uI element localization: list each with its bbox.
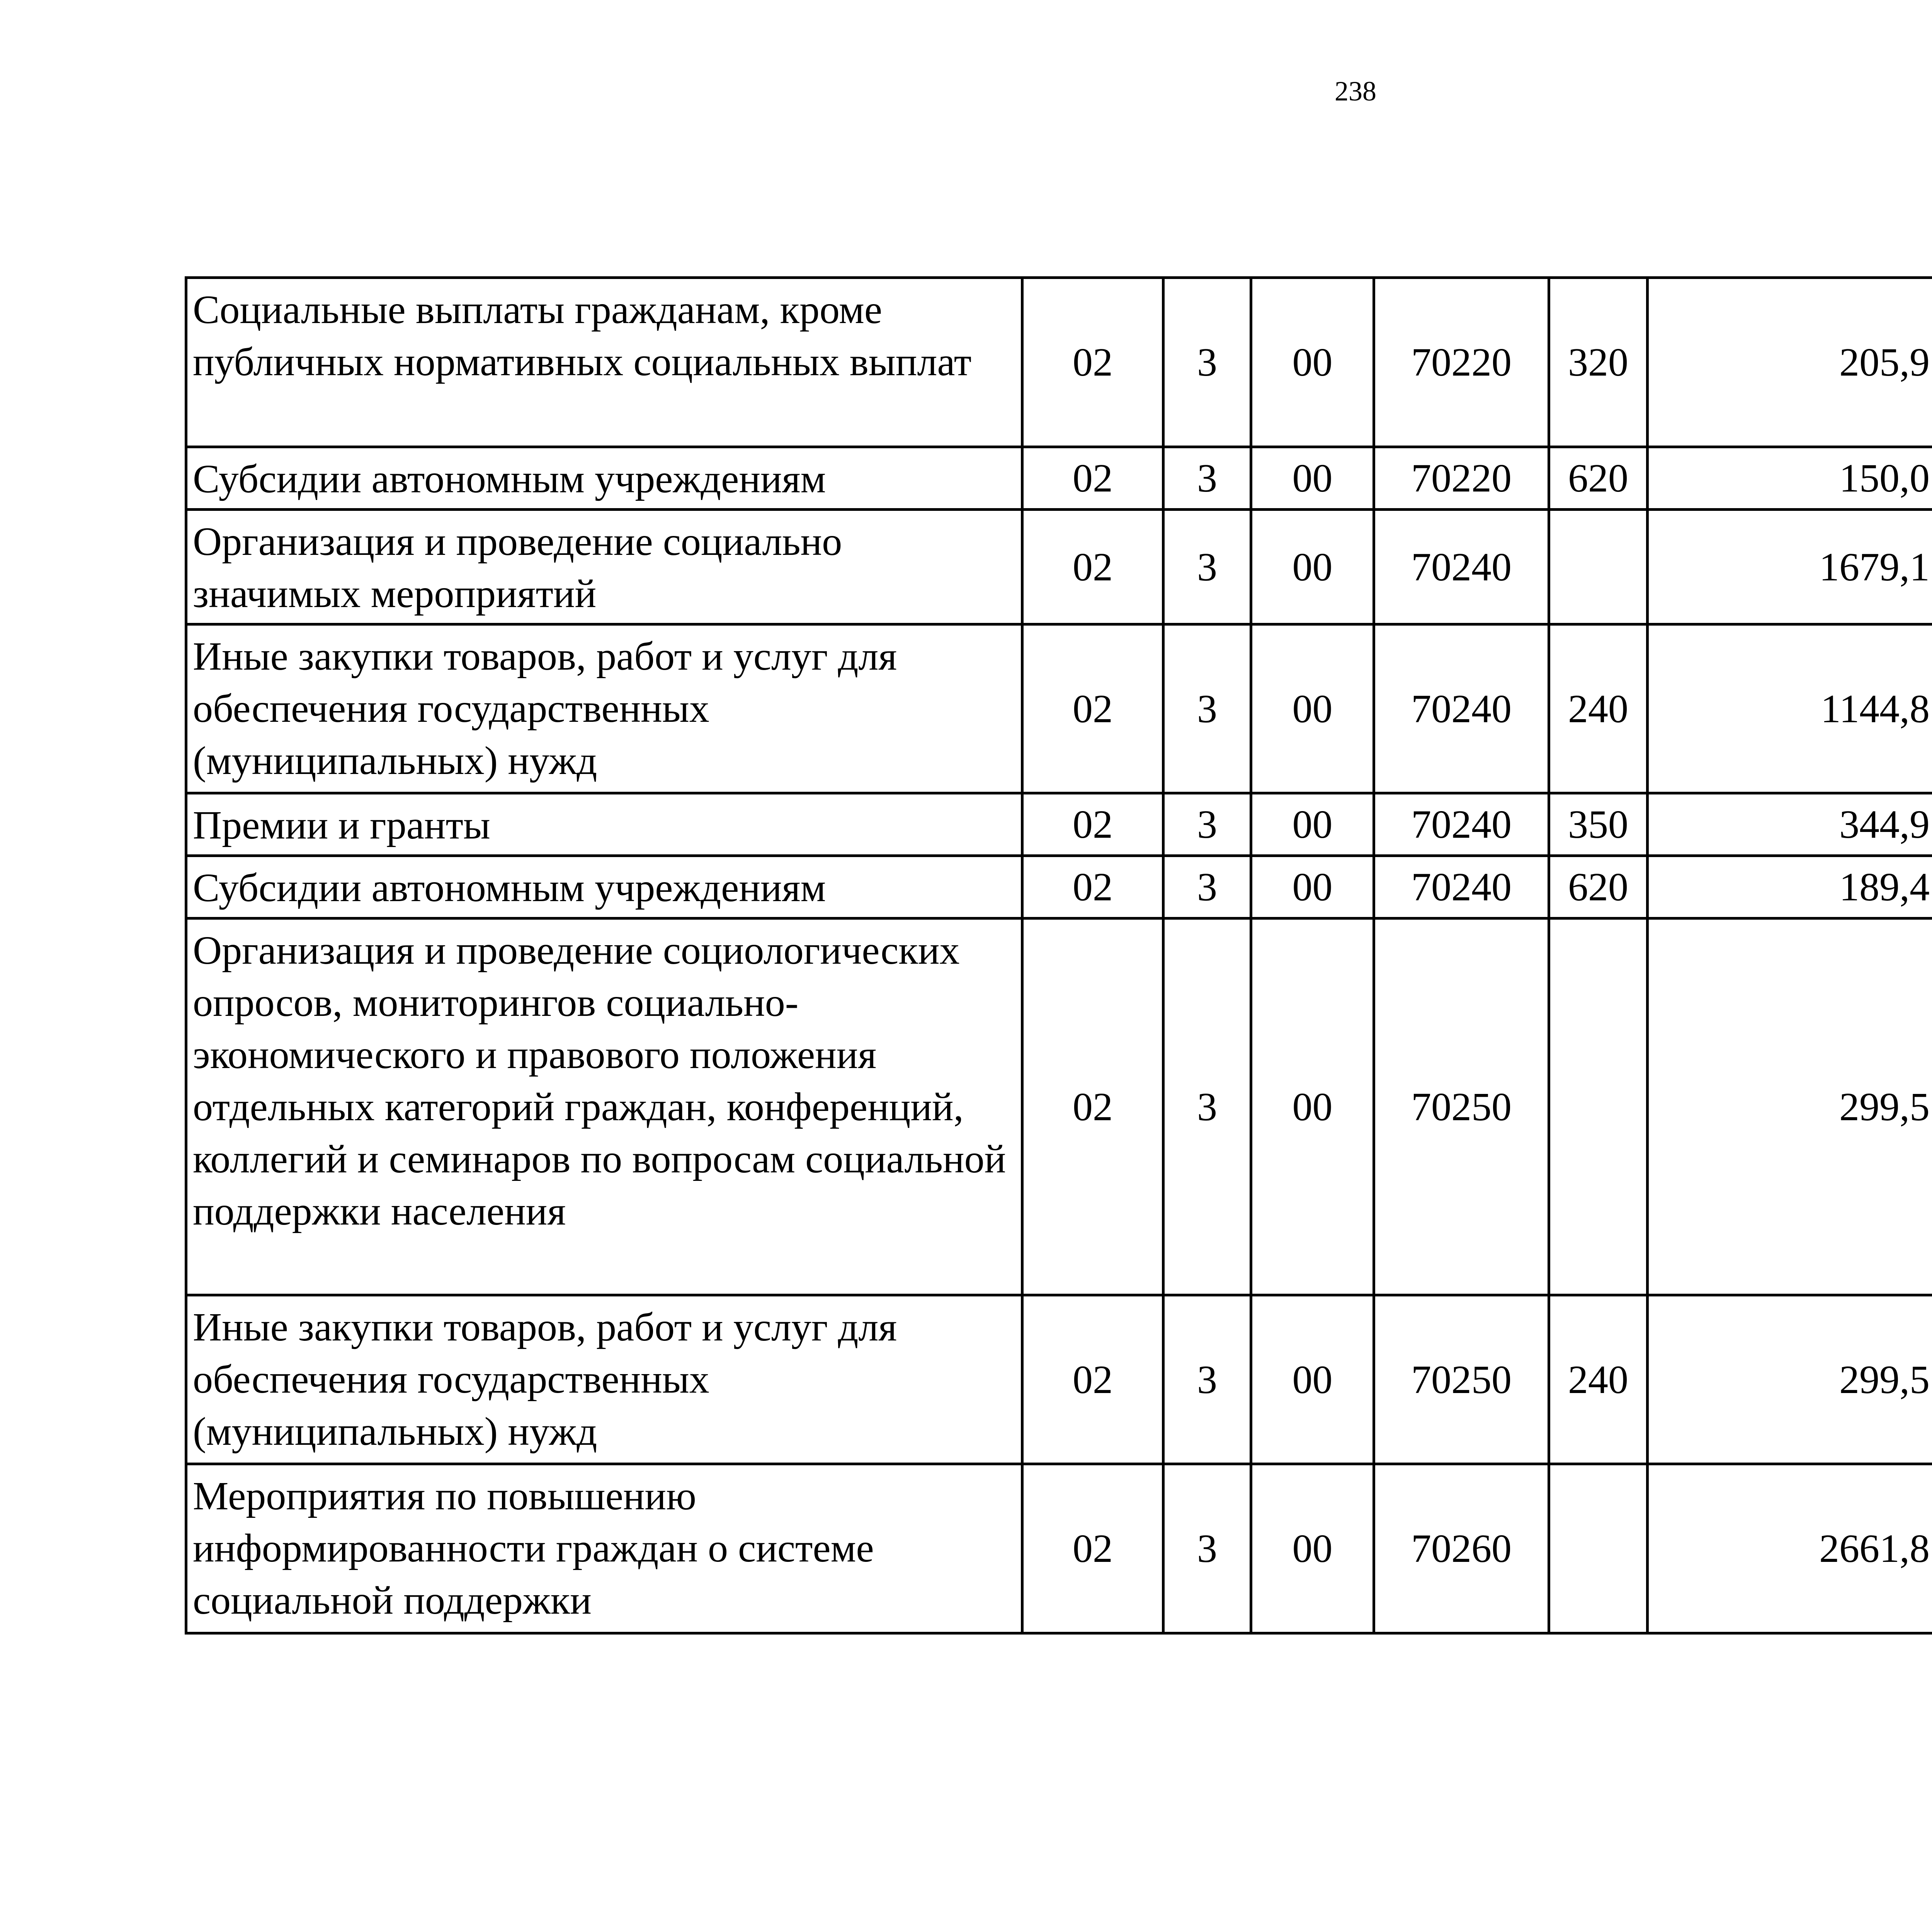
program-code-cell: 3	[1163, 1295, 1251, 1464]
program-code-cell: 3	[1163, 793, 1251, 856]
subprogram-code-cell: 00	[1251, 447, 1374, 510]
subprogram-code-cell: 00	[1251, 624, 1374, 793]
section-code-cell: 02	[1022, 1295, 1163, 1464]
section-code-cell: 02	[1022, 447, 1163, 510]
section-code-cell: 02	[1022, 919, 1163, 1295]
program-code-cell: 3	[1163, 278, 1251, 447]
expense-type-cell: 240	[1549, 1295, 1648, 1464]
row-name-cell: Социальные выплаты гражданам, кроме публичных нормативных социальных выплат	[186, 278, 1022, 447]
program-code-cell: 3	[1163, 510, 1251, 624]
expense-type-cell: 350	[1549, 793, 1648, 856]
table-row	[186, 1464, 1932, 1633]
subprogram-code-cell: 00	[1251, 278, 1374, 447]
amount-1-cell: 1144,8	[1648, 624, 1932, 793]
amount-1-cell: 344,9	[1648, 793, 1932, 856]
direction-code-cell: 70240	[1374, 510, 1549, 624]
direction-code-cell: 70250	[1374, 1295, 1549, 1464]
amount-1-cell: 189,4	[1648, 856, 1932, 919]
table-row	[186, 856, 1932, 919]
row-name-cell: Премии и гранты	[186, 793, 1022, 856]
row-name-cell: Субсидии автономным учреждениям	[186, 447, 1022, 510]
expense-type-cell: 620	[1549, 447, 1648, 510]
table-row	[186, 793, 1932, 856]
section-code-cell: 02	[1022, 278, 1163, 447]
section-code-cell: 02	[1022, 793, 1163, 856]
direction-code-cell: 70240	[1374, 624, 1549, 793]
direction-code-cell: 70260	[1374, 1464, 1549, 1633]
direction-code-cell: 70220	[1374, 447, 1549, 510]
amount-1-cell: 299,5	[1648, 919, 1932, 1295]
direction-code-cell: 70220	[1374, 278, 1549, 447]
direction-code-cell: 70250	[1374, 919, 1549, 1295]
program-code-cell: 3	[1163, 447, 1251, 510]
amount-1-cell: 299,5	[1648, 1295, 1932, 1464]
subprogram-code-cell: 00	[1251, 1295, 1374, 1464]
program-code-cell: 3	[1163, 1464, 1251, 1633]
table-row	[186, 447, 1932, 510]
program-code-cell: 3	[1163, 624, 1251, 793]
expense-type-cell: 620	[1549, 856, 1648, 919]
page-number: 238	[1335, 76, 1376, 107]
subprogram-code-cell: 00	[1251, 856, 1374, 919]
table-row	[186, 278, 1932, 447]
section-code-cell: 02	[1022, 856, 1163, 919]
table-row	[186, 919, 1932, 1295]
subprogram-code-cell: 00	[1251, 793, 1374, 856]
direction-code-cell: 70240	[1374, 856, 1549, 919]
program-code-cell: 3	[1163, 856, 1251, 919]
expense-type-cell: 320	[1549, 278, 1648, 447]
row-name-cell: Организация и проведение социально значимых мероприятий	[186, 510, 1022, 624]
subprogram-code-cell: 00	[1251, 510, 1374, 624]
row-name-cell: Иные закупки товаров, работ и услуг для обеспечения государственных (муниципальных) нужд	[186, 1295, 1022, 1464]
expense-type-cell	[1549, 1464, 1648, 1633]
section-code-cell: 02	[1022, 624, 1163, 793]
amount-1-cell: 2661,8	[1648, 1464, 1932, 1633]
subprogram-code-cell: 00	[1251, 919, 1374, 1295]
section-code-cell: 02	[1022, 510, 1163, 624]
expense-type-cell	[1549, 510, 1648, 624]
table-row	[186, 510, 1932, 624]
table-row	[186, 624, 1932, 793]
amount-1-cell: 1679,1	[1648, 510, 1932, 624]
section-code-cell: 02	[1022, 1464, 1163, 1633]
row-name-cell: Организация и проведение социологических опросов, мониторингов социально-экономического и правового положения отдельных категорий граждан, конференций, коллегий и семинаров по вопросам социальной поддержки населения	[186, 919, 1022, 1295]
row-name-cell: Мероприятия по повышению информированности граждан о системе социальной поддержки	[186, 1464, 1022, 1633]
row-name-cell: Субсидии автономным учреждениям	[186, 856, 1022, 919]
row-name-cell: Иные закупки товаров, работ и услуг для обеспечения государственных (муниципальных) нужд	[186, 624, 1022, 793]
direction-code-cell: 70240	[1374, 793, 1549, 856]
subprogram-code-cell: 00	[1251, 1464, 1374, 1633]
table-row	[186, 1295, 1932, 1464]
amount-1-cell: 150,0	[1648, 447, 1932, 510]
expense-type-cell	[1549, 919, 1648, 1295]
expense-type-cell: 240	[1549, 624, 1648, 793]
budget-table	[185, 276, 1932, 1635]
amount-1-cell: 205,9	[1648, 278, 1932, 447]
program-code-cell: 3	[1163, 919, 1251, 1295]
